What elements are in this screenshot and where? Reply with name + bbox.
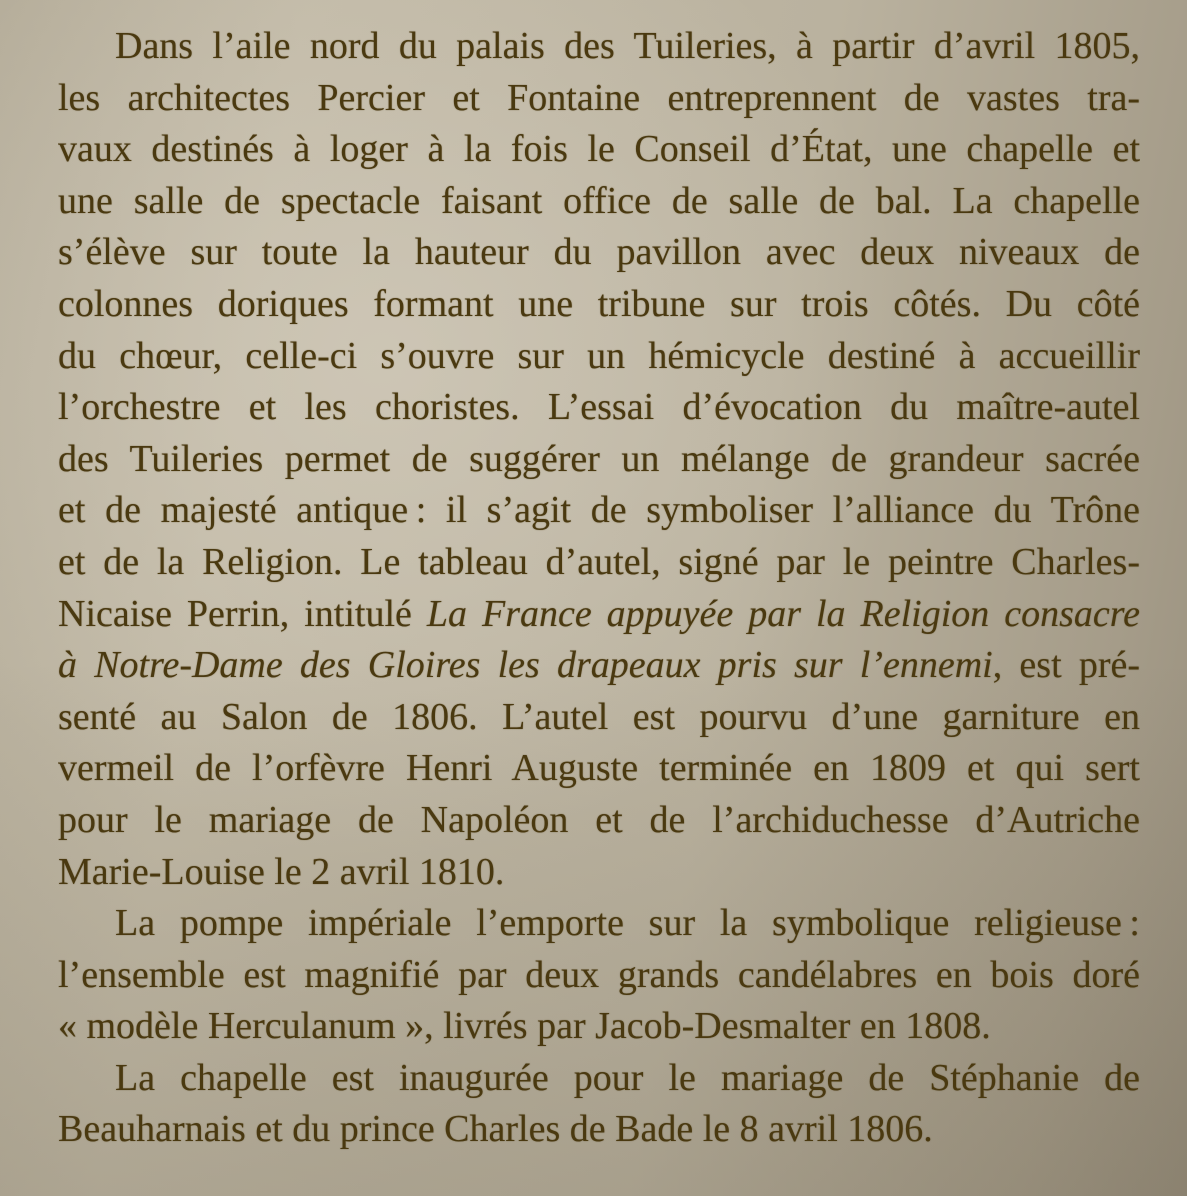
text-line: La pompe impériale l’emporte sur la symbolique religieuse : xyxy=(115,902,1140,945)
text-line: une salle de spectacle faisant office de salle de bal. La chapelle xyxy=(58,179,1140,222)
text-line: et de la Religion. Le tableau d’autel, signé par le peintre Charles- xyxy=(58,540,1140,583)
text-line xyxy=(58,589,1140,641)
text-line: Marie-Louise le 2 avril 1810. xyxy=(58,850,505,893)
text-line: « modèle Herculanum », livrés par Jacob-Desmalter en 1808. xyxy=(58,1005,991,1048)
line-text: , est pré- xyxy=(992,644,1140,687)
text-line: vaux destinés à loger à la fois le Conseil d’État, une chapelle et xyxy=(58,128,1140,171)
text-line: colonnes doriques formant une tribune sur trois côtés. Du côté xyxy=(58,282,1140,325)
text-line: pour le mariage de Napoléon et de l’archiduchesse d’Autriche xyxy=(58,798,1140,841)
artwork-title: à Notre-Dame des Gloires les drapeaux pris sur l’ennemi xyxy=(58,644,993,687)
text-line: La chapelle est inaugurée pour le mariage de Stéphanie de xyxy=(115,1056,1140,1099)
text-line: et de majesté antique : il s’agit de symboliser l’alliance du Trône xyxy=(58,489,1140,532)
paragraph xyxy=(58,21,1140,898)
text-line xyxy=(58,640,1140,692)
text-line: s’élève sur toute la hauteur du pavillon avec deux niveaux de xyxy=(58,231,1140,274)
text-line: l’orchestre et les choristes. L’essai d’évocation du maître-autel xyxy=(58,386,1140,429)
text-line: du chœur, celle-ci s’ouvre sur un hémicycle destiné à accueillir xyxy=(58,334,1140,377)
text-line: vermeil de l’orfèvre Henri Auguste terminée en 1809 et qui sert xyxy=(58,747,1140,790)
line-text: Nicaise Perrin, intitulé xyxy=(58,592,427,635)
text-line: des Tuileries permet de suggérer un mélange de grandeur sacrée xyxy=(58,437,1140,480)
text-panel xyxy=(58,21,1140,1156)
paragraph xyxy=(58,898,1140,1053)
paragraph xyxy=(58,1053,1140,1156)
text-line: l’ensemble est magnifié par deux grands candélabres en bois doré xyxy=(58,953,1140,996)
artwork-title: La France appuyée par la Religion consacre xyxy=(426,592,1140,635)
text-line: Dans l’aile nord du palais des Tuileries, à partir d’avril 1805, xyxy=(115,25,1140,67)
text-line: les architectes Percier et Fontaine entreprennent de vastes tra- xyxy=(58,76,1140,119)
text-line: senté au Salon de 1806. L’autel est pourvu d’une garniture en xyxy=(58,695,1140,738)
text-line: Beauharnais et du prince Charles de Bade le 8 avril 1806. xyxy=(58,1108,933,1151)
